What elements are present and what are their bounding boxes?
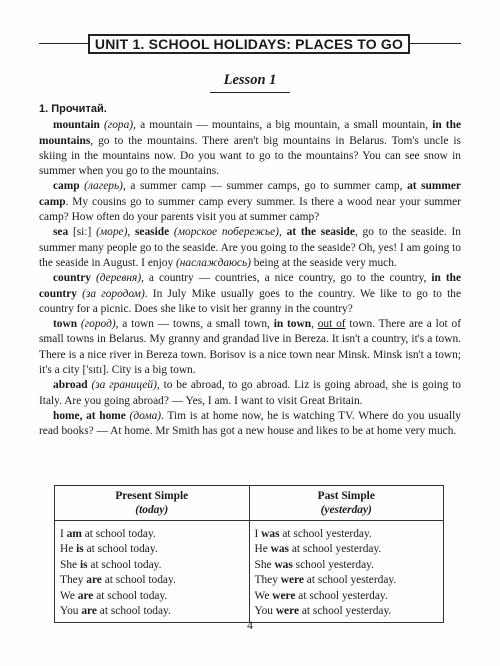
- entry-sea: sea [siː] (море), seaside (морское побережье), at the seaside, go to the seaside. In summer many people go to the seaside. Are you going to the seaside? Oh, yes! I am going to the seaside in August. I enjoy (наслаждаюсь) being at the seaside very much.: [39, 226, 461, 269]
- vocab-word: town: [53, 318, 78, 331]
- key-phrase: in the country: [39, 272, 462, 300]
- entry-home: home, at home (дома). Tim is at home now, he is watching TV. Where do you usually read books? — At home. Mr Smith has got a new house and likes to be at home very much.: [39, 409, 461, 438]
- column-header-past: Past Simple (yesterday): [249, 486, 444, 521]
- vocab-word: mountain: [53, 119, 100, 132]
- vocab-word: camp: [53, 180, 80, 193]
- vocab-word: sea: [53, 226, 69, 239]
- table-cell: I am at school today.: [55, 521, 250, 543]
- entry-mountain: mountain (гора), a mountain — mountains, a big mountain, a small mountain, in the mountains, go to the mountains. There aren't big mountains in Belarus. Tom's uncle is skiing in the mountains now. Do you want to go to the mountains? You can see snow in summer when you go to the mountains.: [39, 119, 461, 178]
- translation: (наслаждаюсь): [175, 256, 251, 269]
- table-row: [55, 573, 444, 588]
- table-cell: You are at school today.: [55, 604, 250, 623]
- unit-rule-right: [410, 43, 461, 44]
- vocab-word: seaside: [134, 226, 170, 239]
- key-phrase: in town: [273, 318, 312, 331]
- translation: (морское побережье): [169, 226, 279, 239]
- table-row: [55, 542, 444, 557]
- entry-country: country (деревня), a country — countries, a nice country, go to the country, in the country (за городом). In July Mike usually goes to the country. We like to go to the country for a picnic. Does she like to visit her granny in the country?: [39, 272, 462, 315]
- entry-town: town (город), a town — towns, a small town, in town, out of town. There are a lot of small towns in Belarus. My granny and grandad live in Bereza. It isn't a country, it's a town. There is a nice river in Bereza town. Borisov is a nice town near Minsk. Minsk isn't a town; it's a city ['sɪtɪ]. City is a big town.: [39, 318, 461, 377]
- translation: (дома): [129, 409, 162, 422]
- vocab-word: country: [53, 272, 91, 285]
- entry-camp: camp (лагерь), a summer camp — summer camps, go to summer camp, at summer camp. My cousins go to summer camp every summer. Is there a wood near your summer camp? How often do your parents visit you at summer camp?: [39, 180, 461, 224]
- key-phrase: at summer camp: [39, 180, 461, 208]
- unit-title: UNIT 1. SCHOOL HOLIDAYS: PLACES TO GO: [88, 34, 410, 54]
- underlined-phrase: out of: [317, 318, 346, 331]
- table-cell: We are at school today.: [55, 589, 250, 604]
- translation: (деревня): [95, 272, 142, 285]
- table-cell: He is at school today.: [55, 542, 250, 557]
- column-header-present: Present Simple (today): [55, 486, 250, 521]
- task-label: 1. Прочитай.: [39, 103, 107, 115]
- table-cell: We were at school yesterday.: [249, 589, 444, 604]
- reading-text: [39, 102, 461, 440]
- table-row: [55, 521, 444, 543]
- table-cell: She was school yesterday.: [249, 558, 444, 573]
- translation: (море): [96, 226, 128, 239]
- translation: (город): [80, 318, 116, 331]
- translation: (за границей): [91, 379, 157, 392]
- translation: (за городом): [76, 287, 145, 300]
- grammar-table: [54, 485, 444, 623]
- table-cell: He was at school yesterday.: [249, 542, 444, 557]
- table-cell: She is at school today.: [55, 558, 250, 573]
- vocab-word: home, at home: [53, 409, 126, 422]
- table-row: [55, 589, 444, 604]
- vocab-word: abroad: [53, 379, 88, 392]
- table-cell: They were at school yesterday.: [249, 573, 444, 588]
- page-number: 4: [247, 620, 253, 632]
- translation: (лагерь): [84, 180, 123, 193]
- unit-rule-left: [39, 43, 88, 44]
- transcription: [siː]: [68, 226, 97, 239]
- lesson-underline: [210, 92, 290, 93]
- table-cell: You were at school yesterday.: [249, 604, 444, 623]
- key-phrase: at the seaside: [286, 226, 355, 239]
- key-phrase: in the mountains: [39, 119, 461, 147]
- lesson-title: Lesson 1: [223, 72, 277, 88]
- translation: (гора): [103, 119, 134, 132]
- entry-abroad: abroad (за границей), to be abroad, to go abroad. Liz is going abroad, she is going to Italy. Are you going abroad? — Yes, I am. I want to visit Great Britain.: [39, 379, 461, 407]
- table-cell: I was at school yesterday.: [249, 521, 444, 543]
- table-row: [55, 558, 444, 573]
- table-cell: They are at school today.: [55, 573, 250, 588]
